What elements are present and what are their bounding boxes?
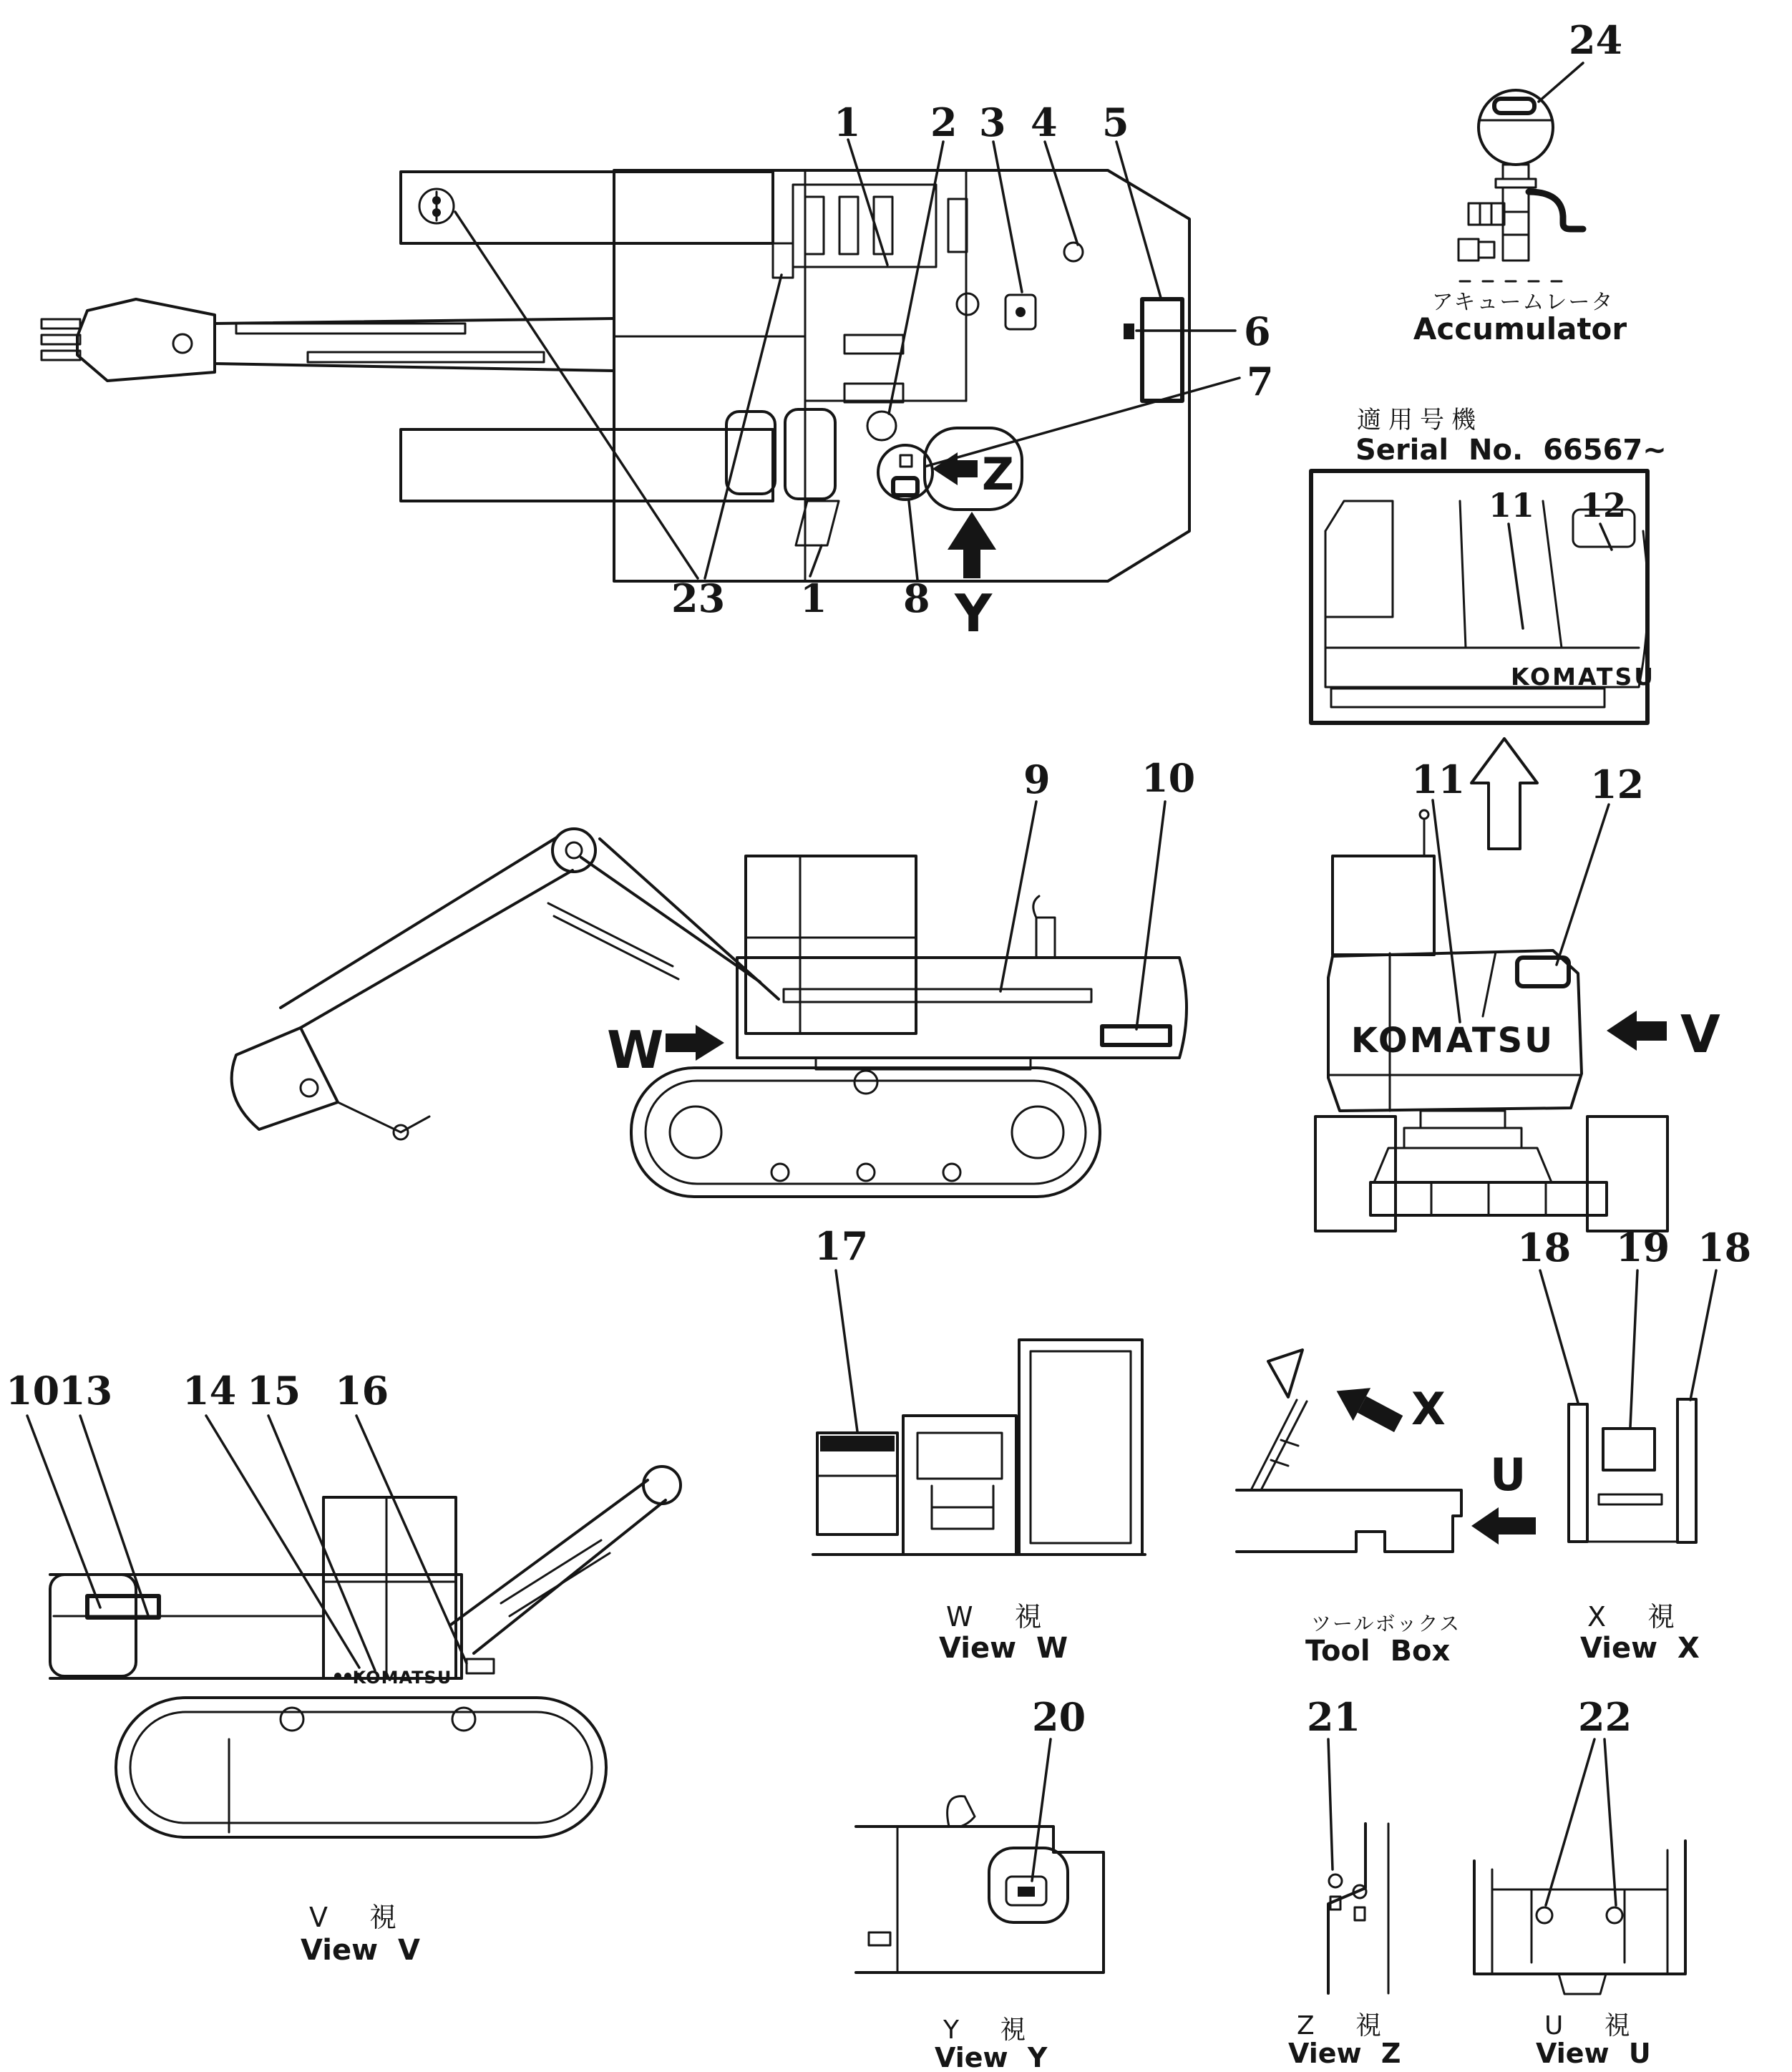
- leader-line: [1328, 1739, 1333, 1869]
- callout-23: 23: [671, 575, 726, 621]
- plan-window-1: [726, 412, 775, 494]
- view-u-drawing: [1474, 1694, 1685, 2069]
- callout-5: 5: [1102, 99, 1129, 145]
- callout-17: 17: [814, 1223, 869, 1269]
- callout-21: 21: [1307, 1694, 1361, 1740]
- plan-boom: [42, 299, 614, 381]
- rear-brand-logo: KOMATSU: [1350, 1021, 1555, 1061]
- accumulator-pipe: [1529, 192, 1583, 229]
- callout-6: 6: [1244, 308, 1271, 354]
- side-plate-9: [784, 989, 1091, 1002]
- plan-circle-4: [1064, 243, 1083, 261]
- plan-decal-emblem: [419, 189, 454, 223]
- view-u-label-jp: U 視: [1544, 2011, 1630, 2041]
- direction-w-label: W: [607, 1020, 664, 1080]
- leader-line: [1539, 63, 1583, 102]
- arrow-left-icon: [1607, 1011, 1667, 1051]
- view-v-brand-logo: KOMATSU: [352, 1668, 452, 1688]
- leader-line: [810, 545, 822, 576]
- side-boom: [232, 829, 779, 1139]
- view-u-bolt-1: [1537, 1907, 1552, 1923]
- direction-x-label: X: [1411, 1383, 1446, 1435]
- serial-callout-12: 12: [1580, 486, 1627, 525]
- callout-7: 7: [1247, 359, 1274, 404]
- accumulator-label-en: Accumulator: [1413, 311, 1627, 346]
- leader-line: [1546, 1739, 1594, 1905]
- serial-detail-box: [1311, 406, 1667, 723]
- view-v-label-en: View V: [301, 1934, 420, 1967]
- callout-8: 8: [903, 575, 930, 621]
- leader-line: [80, 1416, 149, 1618]
- callout-13: 13: [59, 1368, 113, 1414]
- direction-z-label: Z: [982, 448, 1014, 500]
- leader-line: [1116, 142, 1161, 298]
- callout-3: 3: [979, 99, 1006, 145]
- leader-line: [993, 142, 1022, 292]
- view-y-label-en: View Y: [935, 2042, 1048, 2072]
- plan-small-circle: [867, 412, 896, 440]
- callout-14: 14: [182, 1368, 237, 1414]
- leader-line: [1540, 1270, 1578, 1403]
- leader-line: [356, 1416, 467, 1663]
- callout-24: 24: [1569, 17, 1623, 63]
- callout-18a: 18: [1517, 1225, 1572, 1270]
- tool-box-outline: [1237, 1490, 1461, 1552]
- plan-direction-y: [948, 512, 996, 643]
- direction-v-label: V: [1680, 1004, 1720, 1064]
- plan-lower-track: [401, 429, 773, 501]
- accumulator-label-jp: アキュームレータ: [1431, 290, 1615, 315]
- callout-1: 1: [834, 99, 861, 145]
- view-z-label-jp: Z 視: [1297, 2011, 1382, 2041]
- leader-line: [1045, 142, 1078, 245]
- leader-line: [1433, 800, 1460, 1022]
- view-y-drawing: [856, 1694, 1104, 2072]
- view-y-housing: [989, 1848, 1068, 1922]
- plan-upper-track: [401, 172, 773, 243]
- leader-line: [1509, 524, 1523, 628]
- callout-9: 9: [1023, 757, 1051, 802]
- callout-11: 11: [1411, 757, 1466, 802]
- callout-16: 16: [335, 1368, 389, 1414]
- view-z-bolt-1: [1329, 1874, 1342, 1887]
- accumulator-sphere: [1479, 90, 1553, 165]
- serial-number-label: Serial No. 66567~: [1355, 434, 1667, 467]
- view-x-plate-19: [1603, 1429, 1655, 1470]
- view-v-label-jp: V 視: [309, 1902, 397, 1933]
- view-u-bolt-2: [1607, 1907, 1622, 1923]
- callout-15: 15: [247, 1368, 301, 1414]
- leader-line: [705, 275, 781, 578]
- serial-callout-11: 11: [1489, 486, 1535, 525]
- plan-plate-6: [1124, 324, 1134, 339]
- arrow-right-icon: [666, 1025, 724, 1061]
- view-u-bracket-outline: [1474, 1841, 1685, 1974]
- plan-slot-plate: [948, 199, 967, 252]
- leader-line: [1630, 1270, 1637, 1427]
- callout-2: 2: [930, 99, 958, 145]
- leader-line: [1136, 802, 1165, 1029]
- callout-12: 12: [1590, 762, 1645, 807]
- rear-view-drawing: [1315, 739, 1720, 1231]
- leader-line: [925, 378, 1240, 467]
- tool-box-drawing: [1237, 1350, 1536, 1668]
- leader-line: [1604, 1739, 1616, 1905]
- view-w-cab-part: [1019, 1340, 1142, 1555]
- view-v-deck: [50, 1575, 462, 1678]
- leader-line: [1690, 1270, 1716, 1400]
- callout-4: 4: [1031, 99, 1058, 145]
- view-z-drawing: [1288, 1694, 1401, 2069]
- view-w-decal-band: [820, 1436, 895, 1451]
- leader-line: [836, 1270, 857, 1431]
- callout-19: 19: [1616, 1225, 1670, 1270]
- rear-undercarriage: [1315, 1111, 1667, 1231]
- view-v-drawing: [6, 1368, 681, 1967]
- leader-line: [1000, 802, 1036, 991]
- serial-mini-machine: [1325, 501, 1655, 707]
- view-y-label-jp: Y 視: [943, 2015, 1026, 2045]
- serial-brand-logo: KOMATSU: [1510, 663, 1656, 691]
- direction-y-label: Y: [955, 583, 993, 643]
- view-x-label-jp: X 視: [1587, 1601, 1675, 1633]
- side-tracks: [631, 1068, 1100, 1197]
- view-x-left-rail: [1569, 1404, 1587, 1542]
- plan-plate-5: [1142, 299, 1182, 401]
- side-bucket: [232, 1028, 338, 1129]
- view-v-tracks: [116, 1698, 606, 1837]
- view-w-label-jp: W 視: [946, 1601, 1042, 1633]
- tool-box-label-en: Tool Box: [1305, 1635, 1451, 1668]
- side-cab: [746, 856, 916, 1033]
- view-y-exhaust: [948, 1796, 975, 1827]
- view-w-drawing: [813, 1223, 1145, 1665]
- rear-cab: [1333, 856, 1434, 955]
- callout-10v: 10: [6, 1368, 60, 1414]
- accumulator-slot: [1494, 99, 1534, 113]
- view-x-right-rail: [1677, 1399, 1696, 1542]
- plan-circle-2: [957, 293, 978, 315]
- direction-u-label: U: [1490, 1449, 1526, 1501]
- plan-plate-23b: [773, 243, 793, 278]
- callout-22: 22: [1578, 1694, 1632, 1740]
- view-x-label-en: View X: [1580, 1632, 1700, 1665]
- side-exhaust: [1036, 918, 1055, 958]
- arrow-up-outline-icon: [1471, 739, 1537, 849]
- view-x-drawing: [1517, 1225, 1751, 1665]
- leader-line: [848, 140, 887, 265]
- plan-direction-z: [925, 428, 1022, 510]
- view-z-label-en: View Z: [1288, 2038, 1401, 2069]
- callout-20: 20: [1032, 1694, 1086, 1740]
- rear-direction-v: [1607, 1004, 1720, 1064]
- plan-window-2: [785, 409, 835, 499]
- leader-line: [455, 212, 698, 578]
- view-w-label-en: View W: [939, 1632, 1068, 1665]
- tool-box-label-jp: ツールボックス: [1311, 1612, 1461, 1635]
- view-u-label-en: View U: [1536, 2038, 1651, 2069]
- leader-line: [909, 501, 917, 580]
- arrow-left-icon: [1471, 1507, 1536, 1545]
- plan-plate-1b: [796, 501, 839, 545]
- plan-body-outline: [614, 170, 1189, 581]
- arrow-left-down-icon: [1328, 1375, 1407, 1441]
- accumulator-drawing: [1413, 17, 1627, 346]
- side-direction-w: [607, 1020, 724, 1080]
- plan-view-drawing: [42, 99, 1274, 643]
- tool-box-lid: [1268, 1350, 1302, 1397]
- view-v-plate-16: [467, 1659, 494, 1673]
- callout-10: 10: [1141, 755, 1196, 801]
- view-w-center-part: [903, 1416, 1016, 1555]
- callout-1b: 1: [800, 575, 827, 621]
- serial-heading-jp: 適用号機: [1357, 406, 1483, 434]
- callout-18b: 18: [1698, 1225, 1752, 1270]
- side-view-drawing: [232, 755, 1196, 1197]
- arrow-up-icon: [948, 512, 996, 578]
- leader-line: [206, 1416, 359, 1668]
- leader-line: [889, 142, 943, 414]
- view-v-cab: [323, 1497, 456, 1678]
- plan-plate-a: [844, 335, 903, 354]
- leader-line: [1032, 1739, 1051, 1881]
- rear-plate-12: [1517, 958, 1569, 986]
- leader-line: [1557, 804, 1609, 965]
